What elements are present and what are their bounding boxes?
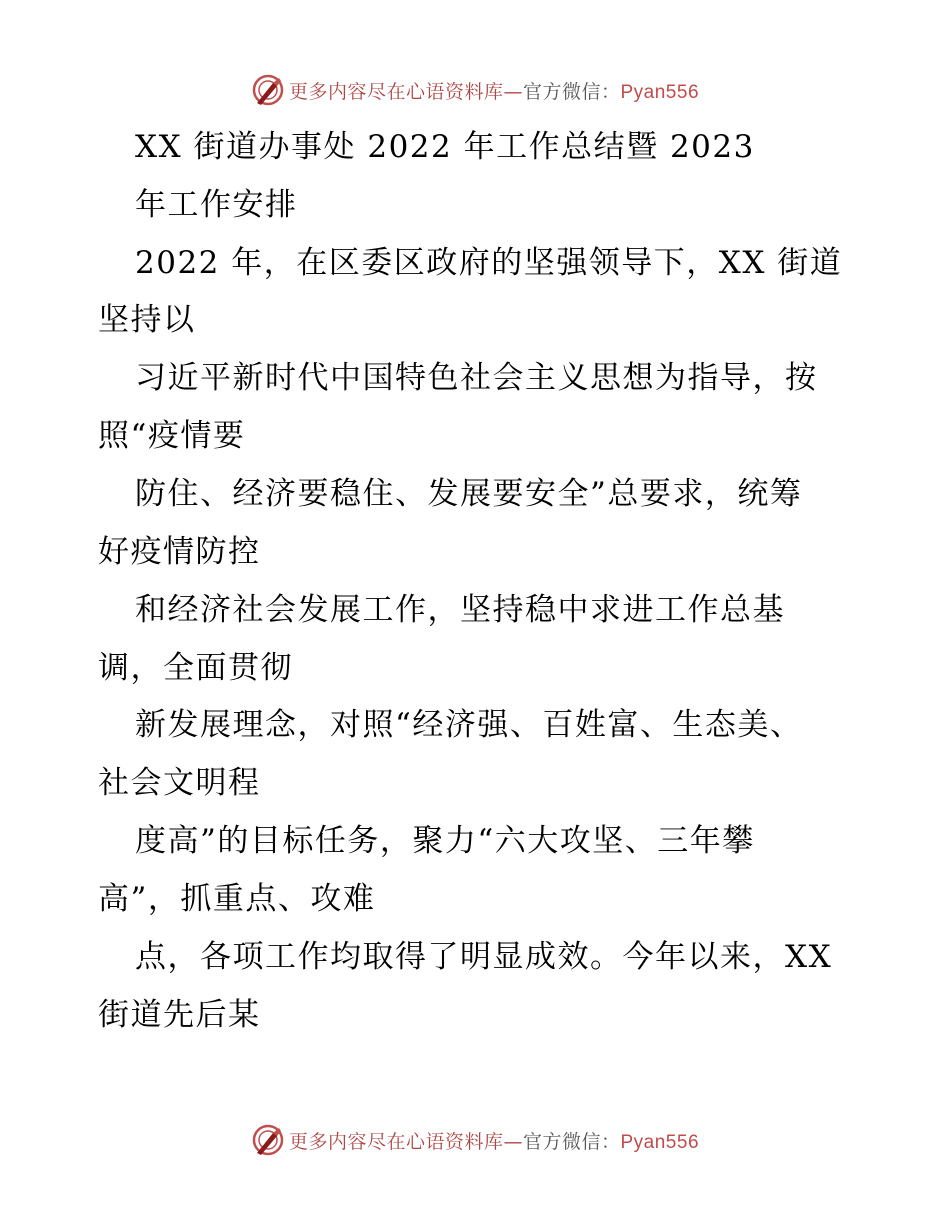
paragraph-line: 坚持以 xyxy=(98,302,196,338)
paragraph-line: 照“疫情要 xyxy=(98,418,246,454)
paragraph-line: 高”，抓重点、攻难 xyxy=(98,881,376,917)
paragraph-line: 调，全面贯彻 xyxy=(98,650,293,686)
paragraph-line: 社会文明程 xyxy=(98,765,261,801)
title-line-1: XX 街道办事处 2022 年工作总结暨 2023 xyxy=(135,129,755,165)
watermark-wechat-id: Pyan556 xyxy=(620,81,700,103)
paragraph-line: 点，各项工作均取得了明显成效。今年以来，XX xyxy=(135,939,833,975)
title-line-2: 年工作安排 xyxy=(135,187,298,223)
watermark-separator: — xyxy=(503,80,523,103)
watermark-main: 更多内容尽在心语资料库 xyxy=(288,80,504,103)
header-watermark xyxy=(0,70,950,110)
footer-watermark xyxy=(0,1120,950,1160)
watermark-separator: — xyxy=(503,1130,523,1153)
pen-logo-icon xyxy=(251,1123,285,1157)
paragraph-line: 街道先后某 xyxy=(98,997,261,1033)
pen-logo-icon xyxy=(251,73,285,107)
paragraph-line: 度高”的目标任务，聚力“六大攻坚、三年攀 xyxy=(135,823,755,859)
watermark-text xyxy=(289,77,699,104)
watermark-label: 官方微信： xyxy=(522,80,621,103)
paragraph-line: 2022 年，在区委区政府的坚强领导下，XX 街道 xyxy=(135,245,843,281)
watermark-wechat-id: Pyan556 xyxy=(620,1131,700,1153)
watermark-label: 官方微信： xyxy=(522,1130,621,1153)
paragraph-line: 防住、经济要稳住、发展要安全”总要求，统筹 xyxy=(135,476,803,512)
paragraph-line: 习近平新时代中国特色社会主义思想为指导，按 xyxy=(135,360,818,396)
watermark-main: 更多内容尽在心语资料库 xyxy=(288,1130,504,1153)
paragraph-line: 好疫情防控 xyxy=(98,534,261,570)
paragraph-line: 新发展理念，对照“经济强、百姓富、生态美、 xyxy=(135,707,803,743)
paragraph-line: 和经济社会发展工作，坚持稳中求进工作总基 xyxy=(135,592,785,628)
watermark-text xyxy=(289,1127,699,1154)
